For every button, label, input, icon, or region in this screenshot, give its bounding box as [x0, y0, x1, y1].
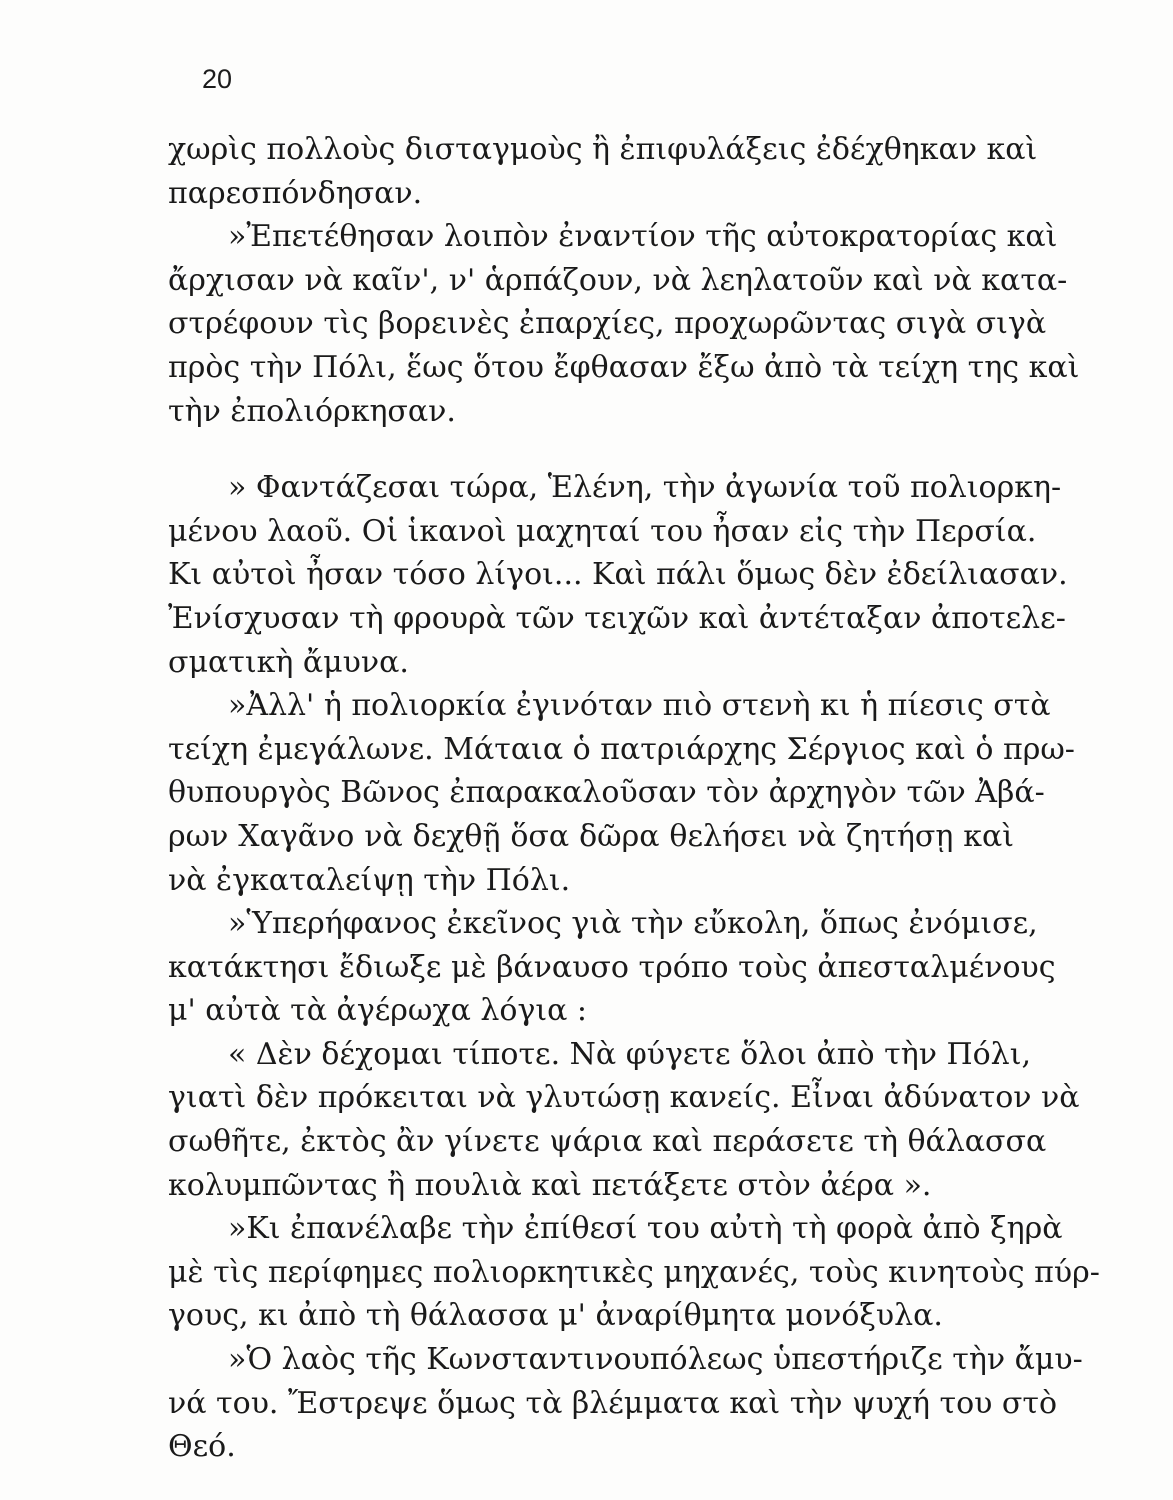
- text-line: πρὸς τὴν Πόλι, ἕως ὅτου ἔφθασαν ἔξω ἀπὸ τὰ τείχη της καὶ: [168, 349, 1080, 385]
- text-line: τὴν ἐπολιόρκησαν.: [168, 393, 456, 429]
- paragraph-gap: [168, 433, 1014, 466]
- text-line: γιατὶ δὲν πρόκειται νὰ γλυτώσῃ κανείς. Εἶναι ἀδύνατον νὰ: [168, 1080, 1080, 1116]
- text-line: γους, κι ἀπὸ τὴ θάλασσα μ' ἀναρίθμητα μονόξυλα.: [168, 1298, 943, 1334]
- text-line: μ' αὐτὰ τὰ ἀγέρωχα λόγια :: [168, 993, 588, 1029]
- text-line: Κι αὐτοὶ ἦσαν τόσο λίγοι... Καὶ πάλι ὅμως δὲν ἐδείλιασαν.: [168, 557, 1068, 593]
- text-line: ρων Χαγᾶνο νὰ δεχθῇ ὅσα δῶρα θελήσει νὰ ζητήσῃ καὶ: [168, 818, 1014, 854]
- text-line: θυπουργὸς Βῶνος ἐπαρακαλοῦσαν τὸν ἀρχηγὸν τῶν Ἀβά-: [168, 775, 1045, 811]
- text-line: νὰ ἐγκαταλείψῃ τὴν Πόλι.: [168, 862, 571, 898]
- text-line: »Κι ἐπανέλαβε τὴν ἐπίθεσί του αὐτὴ τὴ φορὰ ἀπὸ ξηρὰ: [228, 1211, 1063, 1247]
- text-line: μὲ τὶς περίφημες πολιορκητικὲς μηχανές, τοὺς κινητοὺς πύρ-: [168, 1254, 1100, 1290]
- text-line: »Ὑπερήφανος ἐκεῖνος γιὰ τὴν εὔκολη, ὅπως ἐνόμισε,: [228, 906, 1038, 942]
- text-line: Θεό.: [168, 1429, 236, 1465]
- text-line: μένου λαοῦ. Οἱ ἱκανοὶ μαχηταί του ἦσαν εἰς τὴν Περσία.: [168, 513, 1037, 549]
- text-line: νά του. Ἔστρεψε ὅμως τὰ βλέμματα καὶ τὴν ψυχή του στὸ: [168, 1385, 1058, 1421]
- text-line: »Ἀλλ' ἡ πολιορκία ἐγινόταν πιὸ στενὴ κι ἡ πίεσις στὰ: [228, 688, 1051, 724]
- page-number: 20: [202, 64, 233, 94]
- text-line: παρεσπόνδησαν.: [168, 175, 423, 211]
- text-line: κατάκτησι ἔδιωξε μὲ βάναυσο τρόπο τοὺς ἀπεσταλμένους: [168, 949, 1056, 985]
- text-line: Ἐνίσχυσαν τὴ φρουρὰ τῶν τειχῶν καὶ ἀντέταξαν ἀποτελε-: [168, 600, 1066, 636]
- text-line: « Δὲν δέχομαι τίποτε. Νὰ φύγετε ὅλοι ἀπὸ τὴν Πόλι,: [228, 1036, 1031, 1072]
- text-line: χωρὶς πολλοὺς δισταγμοὺς ἢ ἐπιφυλάξεις ἐδέχθηκαν καὶ: [168, 132, 1038, 167]
- text-line: »Ὁ λαὸς τῆς Κωνσταντινουπόλεως ὑπεστήριζε τὴν ἄμυ-: [228, 1342, 1083, 1378]
- text-line: σωθῆτε, ἐκτὸς ἂν γίνετε ψάρια καὶ περάσετε τὴ θάλασσα: [168, 1124, 1047, 1160]
- text-line: τείχη ἐμεγάλωνε. Μάταια ὁ πατριάρχης Σέργιος καὶ ὁ πρω-: [168, 731, 1075, 767]
- text-line: » Φαντάζεσαι τώρα, Ἑλένη, τὴν ἀγωνία τοῦ πολιορκη-: [228, 470, 1062, 506]
- text-line: ἄρχισαν νὰ καῖν', ν' ἁρπάζουν, νὰ λεηλατοῦν καὶ νὰ κατα-: [168, 262, 1068, 298]
- text-line: στρέφουν τὶς βορεινὲς ἐπαρχίες, προχωρῶντας σιγὰ σιγὰ: [168, 306, 1047, 342]
- text-line: κολυμπῶντας ἢ πουλιὰ καὶ πετάξετε στὸν ἀέρα ».: [168, 1167, 932, 1203]
- text-line: »Ἐπετέθησαν λοιπὸν ἐναντίον τῆς αὐτοκρατορίας καὶ: [228, 219, 1058, 255]
- body-text: [168, 128, 1100, 1469]
- text-line: σματικὴ ἄμυνα.: [168, 644, 409, 680]
